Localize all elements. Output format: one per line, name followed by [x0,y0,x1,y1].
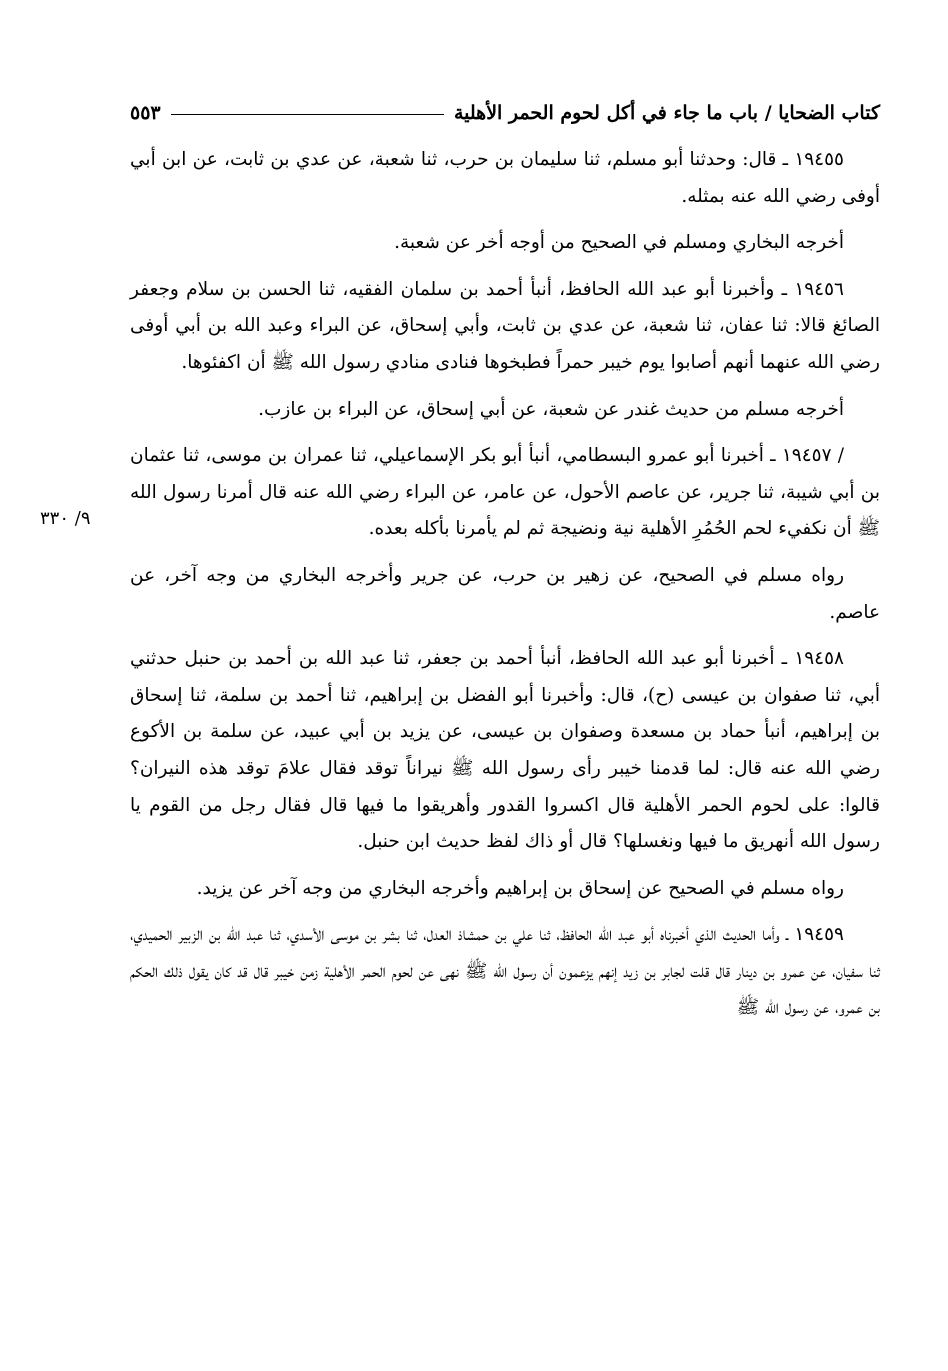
hadith-19458: ١٩٤٥٨ ـ أخبرنا أبو عبد الله الحافظ، أنبأ أحمد بن جعفر، ثنا عبد الله بن أحمد بن حنبل حدثني أبي، ثنا صفوان بن عيسى (ح)، قال: وأخبرنا أبو الفضل بن إبراهيم، ثنا أحمد بن سلمة، ثنا إسحاق بن إبراهيم، أنبأ حماد بن مسعدة وصفوان بن عيسى، عن يزيد بن أبي عبيد، عن سلمة بن الأكوع رضي الله عنه قال: لما قدمنا خيبر رأى رسول الله ﷺ نيراناً توقد فقال علامَ توقد هذه النيران؟ قالوا: على لحوم الحمر الأهلية قال اكسروا القدور وأهريقوا ما فيها قال فقال رجل من القوم يا رسول الله أنهريق ما فيها ونغسلها؟ قال أو ذاك لفظ حديث ابن حنبل. [130,648,880,853]
takhrij-19456: أخرجه مسلم من حديث غندر عن شعبة، عن أبي إسحاق، عن البراء بن عازب. [258,398,844,420]
body-text [130,142,880,1027]
takhrij-19457: رواه مسلم في الصحيح، عن زهير بن حرب، عن جرير وأخرجه البخاري من وجه آخر، عن عاصم. [130,564,880,623]
header-rule [171,114,444,115]
takhrij-19455: أخرجه البخاري ومسلم في الصحيح من أوجه أخر عن شعبة. [394,232,844,254]
hadith-19457: / ١٩٤٥٧ ـ أخبرنا أبو عمرو البسطامي، أنبأ أبو بكر الإسماعيلي، ثنا عمران بن موسى، ثنا عثمان بن أبي شيبة، ثنا جرير، عن عاصم الأحول، عن عامر، عن البراء رضي الله عنه قال أمرنا رسول الله ﷺ أن نكفيء لحم الحُمُرِ الأهلية نية ونضيجة ثم لم يأمرنا بأكله بعده. [130,445,880,540]
takhrij-19458: رواه مسلم في الصحيح عن إسحاق بن إبراهيم وأخرجه البخاري من وجه آخر عن يزيد. [196,877,844,899]
page-header [130,84,880,124]
hadith-19455: ١٩٤٥٥ ـ قال: وحدثنا أبو مسلم، ثنا سليمان بن حرب، ثنا شعبة، عن عدي بن ثابت، عن ابن أبي أوفى رضي الله عنه بمثله. [130,149,880,207]
running-title: كتاب الضحايا / باب ما جاء في أكل لحوم الحمر الأهلية [453,102,880,124]
hadith-19456: ١٩٤٥٦ ـ وأخبرنا أبو عبد الله الحافظ، أنبأ أحمد بن سلمان الفقيه، ثنا الحسن بن سلام وجعفر الصائغ قالا: ثنا عفان، ثنا شعبة، عن عدي بن ثابت، وأبي إسحاق، عن البراء وعبد الله بن أبي أوفى رضي الله عنهما أنهم أصابوا يوم خيبر حمراً فطبخوها فنادى منادي رسول الله ﷺ أن اكفئوها. [130,278,880,373]
margin-volume-page-note: ٩/ ٣٣٠ [40,508,91,529]
hadith-19459: ١٩٤٥٩ ـ وأما الحديث الذي أخبرناه أبو عبد الله الحافظ، ثنا علي بن حمشاذ العدل، ثنا بشر بن موسى الأسدي، ثنا عبد الله بن الزبير الحميدي، ثنا سفيان، عن عمرو بن دينار قال قلت لجابر بن زيد إنهم يزعمون أن رسول الله ﷺ نهى عن لحوم الحمر الأهلية زمن خيبر قال قد كان يقول ذلك الحكم بن عمرو، عن رسول الله ﷺ [130,924,880,1019]
page-number: ٥٥٣ [130,102,161,124]
